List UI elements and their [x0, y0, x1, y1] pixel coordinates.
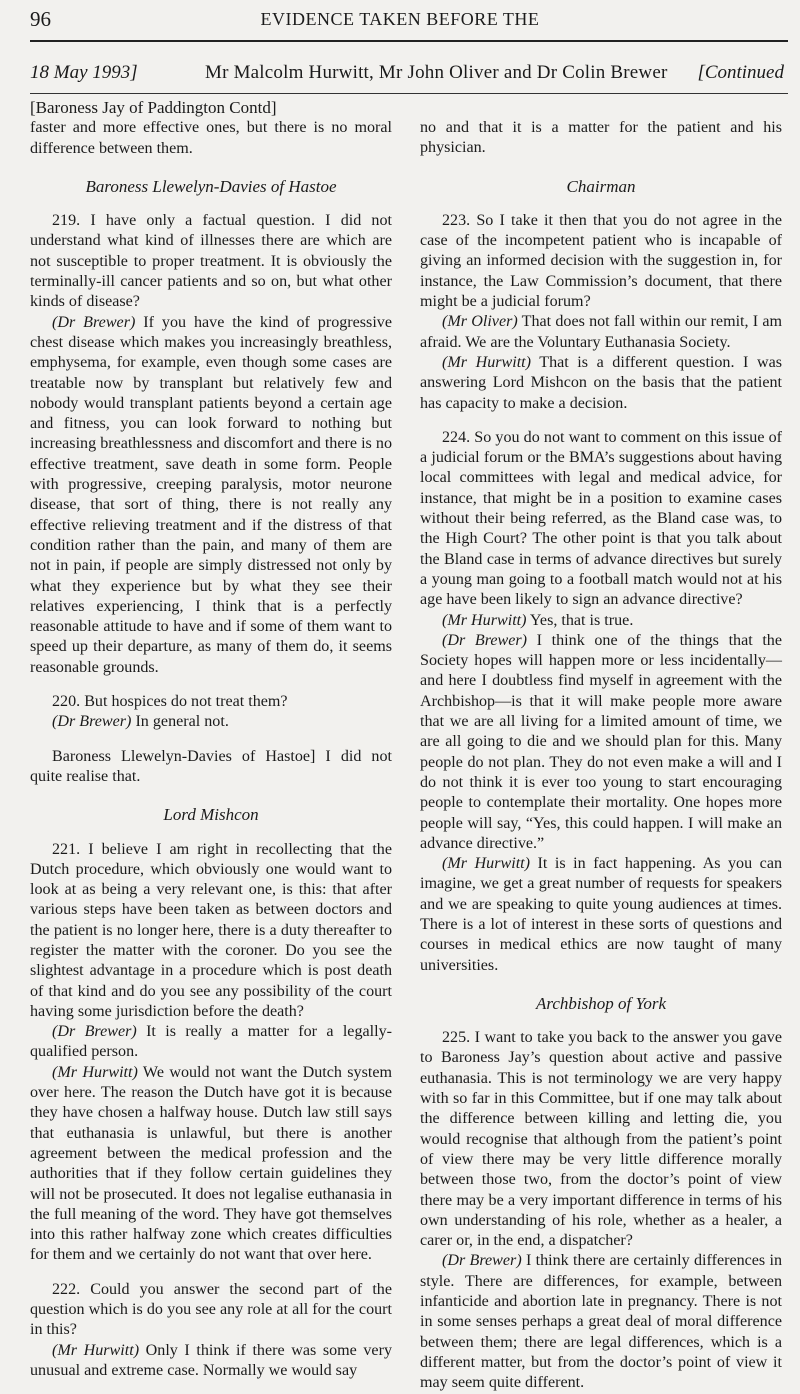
left-column — [30, 98, 392, 1381]
answer-224b — [420, 631, 782, 854]
right-column — [420, 98, 782, 1394]
witness-label: (Mr Hurwitt) — [442, 611, 527, 629]
answer-224a — [420, 611, 782, 631]
remark: Baroness Llewelyn-Davies of Hastoe] I did not quite realise that. — [30, 747, 392, 785]
answer-text: In general not. — [131, 713, 229, 731]
answer-text: We would not want the Dutch system over here. The reason the Dutch have got it is because they have chosen a halfway house. Dutch law still says that euthanasia is unlawful, but there is another agreement between the medical profession and the authorities that if they follow certain guidelines they will not be prosecuted. It does not legalise euthanasia in the full meaning of the word. They have got themselves into this rather halfway zone which creates difficulties for them and we certainly do not want that over here. — [30, 1063, 392, 1264]
header-rule — [30, 40, 788, 42]
session-date: 18 May 1993] — [30, 62, 138, 83]
paragraph: faster and more effective ones, but there is no moral difference between them. — [30, 119, 392, 157]
answer-222 — [30, 1341, 392, 1382]
speaker-heading: Lord Mishcon — [163, 805, 259, 825]
witness-label: (Mr Hurwitt) — [442, 353, 532, 371]
answer-221a — [30, 1022, 392, 1063]
answer-220 — [30, 712, 392, 732]
answer-text: Yes, that is true. — [526, 611, 634, 629]
paragraph: no and that it is a matter for the patient and his physician. — [420, 119, 782, 157]
running-title: EVIDENCE TAKEN BEFORE THE — [260, 9, 540, 29]
speaker-heading: Baroness Llewelyn-Davies of Hastoe — [85, 176, 337, 196]
question-220: 220. But hospices do not treat them? — [52, 693, 288, 711]
answer-224c — [420, 854, 782, 976]
answer-text: That is a different question. I was answering Lord Mishcon on the basis that the patient has capacity to make a decision. — [420, 353, 782, 412]
continued-marker: [Continued — [697, 62, 784, 83]
answer-text: I think there are certainly differences in style. There are differences, for example, between infanticide and abortion late in pregnancy. There is not in some senses perhaps a great deal of moral difference between them; there are legal differences, which is a different matter, but from the doctor’s point of view it may seem quite different. — [420, 1252, 782, 1392]
answer-223a — [420, 312, 782, 353]
answer-text: That does not fall within our remit, I am afraid. We are the Voluntary Euthanasia Society. — [420, 313, 783, 351]
answer-219 — [30, 313, 392, 678]
answer-text: It is in fact happening. As you can imagine, we get a great number of requests for speakers and we are speaking to quite young audiences at times. There is a lot of interest in these sorts of questions and courses in medical ethics are now taught of many universities. — [420, 855, 783, 974]
speaker-heading: Archbishop of York — [535, 993, 667, 1013]
witness-label: (Mr Hurwitt) — [52, 1063, 138, 1081]
witness-label: (Mr Oliver) — [442, 313, 518, 331]
question-224: 224. So you do not want to comment on this issue of a judicial forum or the BMA’s suggestions about having local committees with legal and medical advice, for instance, that might be in a position to examine cases without their being referred, as the Bland case was, to the High Court? The other point is that you talk about the Bland case in terms of advance directives but surely a young man going to a football match would not at his age have been likely to sign an advance directive? — [420, 428, 782, 609]
question-219: 219. I have only a factual question. I did not understand what kind of illnesses there are which are not susceptible to proper treatment. It is obviously the terminally-ill cancer patients and so on, but what other kinds of disease? — [30, 212, 392, 311]
answer-text: It is really a matter for a legally-qualified person. — [30, 1023, 392, 1061]
page-number: 96 — [30, 7, 51, 31]
answer-text: If you have the kind of progressive chest disease which makes you increasingly breathless, emphysema, for example, even though some cases are treatable now by transplant but relatively few and nobody would transplant patients beyond a certain age and fitness, you can look forward to nothing but increasing breathlessness and discomfort and there is no effective treatment, save death in some form. People with progressive, creeping paralysis, motor neurone disease, that sort of thing, there is not really any effective relieving treatment and if the distress of that condition rather than the pain, and many of them are not in pain, if people are simply distressed not only by what they experience but by what they see their relatives experiencing, I think that is a perfectly reasonable attitude to have and if some of them want to speed up their departure, as many of them do, it seems reasonable grounds. — [30, 313, 392, 676]
subheader-rule — [30, 93, 788, 94]
answer-text: Only I think if there was some very unusual and extreme case. Normally we would say — [30, 1341, 392, 1379]
witness-label: (Dr Brewer) — [442, 631, 528, 649]
witness-label: (Dr Brewer) — [52, 313, 136, 331]
examiner-heading: [Baroness Jay of Paddington Contd] — [30, 98, 277, 117]
witness-label: (Mr Hurwitt) — [442, 855, 531, 873]
question-223: 223. So I take it then that you do not agree in the case of the incompetent patient who is incapable of giving an informed decision with the suggestion in, for instance, the Law Commission’s document, that there might be a judicial forum? — [420, 211, 782, 311]
question-221: 221. I believe I am right in recollecting that the Dutch procedure, which obviously one would want to look at as being a very relevant one, is this: that after various steps have been taken as between doctors and the patient is no longer here, there is a duty thereafter to register the matter with the coroner. Do you see the slightest advantage in a procedure which is post death of that kind and do you see any possibility of the court having some jurisdiction before the death? — [30, 840, 392, 1020]
answer-221b — [30, 1063, 392, 1266]
witness-label: (Dr Brewer) — [442, 1252, 522, 1270]
witness-names: Mr Malcolm Hurwitt, Mr John Oliver and Dr Colin Brewer — [205, 62, 668, 83]
answer-223b — [420, 353, 782, 414]
answer-225 — [420, 1251, 782, 1393]
speaker-heading: Chairman — [566, 176, 636, 196]
answer-text: I think one of the things that the Society hopes will happen more or less incidentally—and here I doubtless find myself in agreement with the Archbishop—is that it will make people more aware that we are all living for a limited amount of time, we are all going to die and we should plan for this. Many people do not plan. They do not even make a will and I do not think it is ever too young to start encouraging people to contemplate their mortality. One hopes more people will say, “Yes, this could happen. I will make an advance directive.” — [420, 631, 782, 852]
witness-label: (Dr Brewer) — [52, 1023, 137, 1041]
witness-label: (Mr Hurwitt) — [52, 1341, 140, 1359]
question-225: 225. I want to take you back to the answer you gave to Baroness Jay’s question about active and passive euthanasia. This is not terminology we are very happy with so far in this Committee, but if one may talk about the difference between killing and letting die, you would recognise that although from the patient’s point of view there may be very little difference morally between those two, from the doctor’s point of view there may be a very important difference in terms of his own understanding of his role, whether as a healer, a carer or, in the end, a dispatcher? — [420, 1029, 782, 1250]
witness-label: (Dr Brewer) — [52, 713, 132, 731]
question-222: 222. Could you answer the second part of the question which is do you see any role at all for the court in this? — [30, 1280, 392, 1339]
